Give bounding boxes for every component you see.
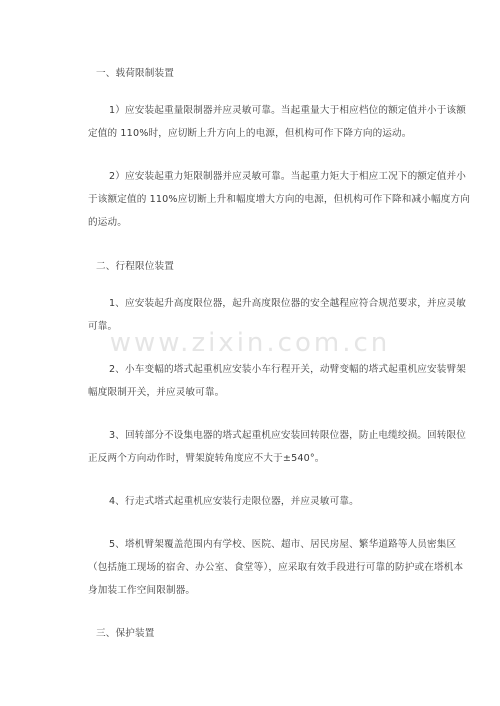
paragraph-line: 1）应安装起重量限制器并应灵敏可靠。当起重量大于相应档位的额定值并小于该额 <box>109 105 467 116</box>
watermark: www.zixin.com.cn <box>109 328 391 358</box>
paragraph-line: 3、回转部分不设集电器的塔式起重机应安装回转限位器，防止电缆绞损。回转限位 <box>109 430 467 441</box>
paragraph-line: 2、小车变幅的塔式起重机应安装小车行程开关，动臂变幅的塔式起重机应安装臂架 <box>109 364 467 375</box>
paragraph-line: 5、塔机臂架覆盖范围内有学校、医院、超市、居民房屋、繁华道路等人员密集区 <box>109 539 457 550</box>
paragraph-line: 正反两个方向动作时，臂架旋转角度应不大于±540°。 <box>88 453 325 464</box>
paragraph-line: 身加装工作空间限制器。 <box>88 585 196 596</box>
section-heading-protection: 三、保护装置 <box>96 628 155 639</box>
paragraph-line: 的运动。 <box>88 217 127 228</box>
paragraph-line: 4、行走式塔式起重机应安装行走限位器，并应灵敏可靠。 <box>109 496 359 507</box>
paragraph-line: 1、应安装起升高度限位器，起升高度限位器的安全越程应符合规范要求，并应灵敏 <box>109 298 467 309</box>
section-heading-travel-limit: 二、行程限位装置 <box>96 261 174 272</box>
paragraph-line: 于该额定值的 110%应切断上升和幅度增大方向的电源，但机构可作下降和减小幅度方向 <box>88 194 471 205</box>
paragraph-line: 可靠。 <box>88 321 118 332</box>
paragraph-line: 2）应安装起重力矩限制器并应灵敏可靠。当起重力矩大于相应工况下的额定值并小 <box>109 171 467 182</box>
paragraph-line: 定值的 110%时，应切断上升方向上的电源，但机构可作下降方向的运动。 <box>88 128 412 139</box>
section-heading-load-limit: 一、载荷限制装置 <box>96 68 174 79</box>
paragraph-line: （包括施工现场的宿舍、办公室、食堂等），应采取有效手段进行可靠的防护或在塔机本 <box>88 562 464 573</box>
paragraph-line: 幅度限制开关，并应灵敏可靠。 <box>88 387 225 398</box>
